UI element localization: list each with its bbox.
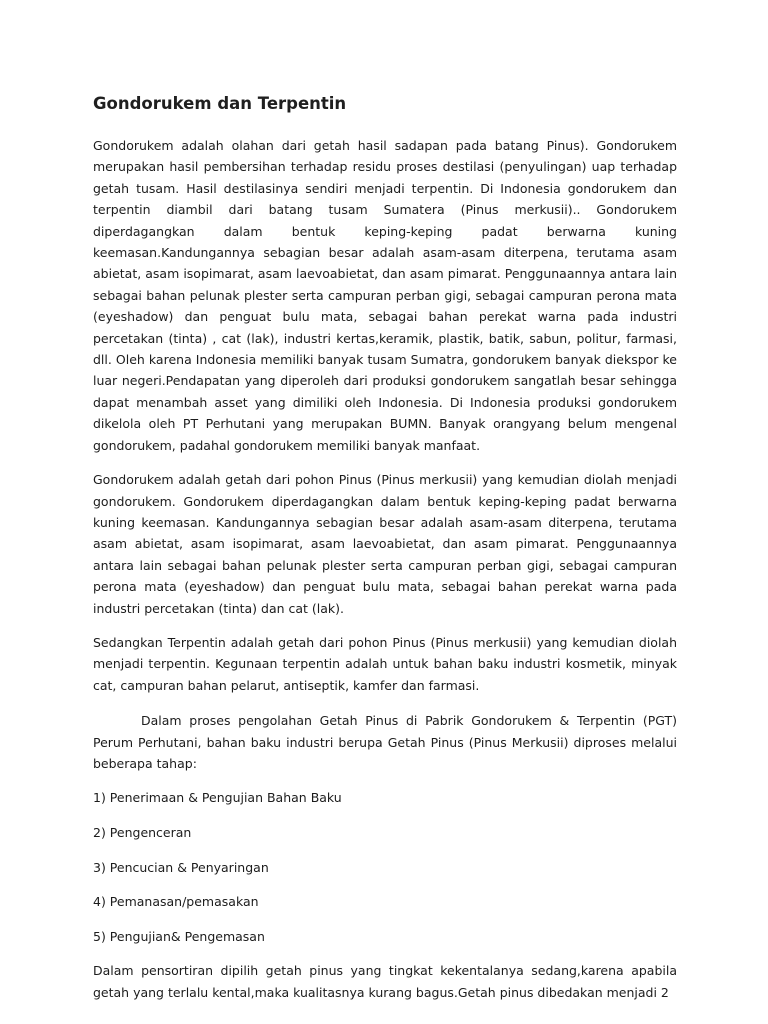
document-title: Gondorukem dan Terpentin [93,94,347,113]
process-step: 5) Pengujian& Pengemasan [93,928,265,944]
paragraph-sorting: Dalam pensortiran dipilih getah pinus yang tingkat kekentalanya sedang,karena apabila getah yang terlalu kental,maka kualitasnya kurang bagus.Getah pinus dibedakan menjadi 2 [93,963,677,1000]
paragraph-process-intro: Dalam proses pengolahan Getah Pinus di Pabrik Gondorukem & Terpentin (PGT) Perum Perhutani, bahan baku industri berupa Getah Pinus (Pinus Merkusii) diproses melalui beberapa tahap: [93,713,677,771]
process-step: 2) Pengenceran [93,824,192,840]
paragraph-gondorukem-definition: Gondorukem adalah getah dari pohon Pinus (Pinus merkusii) yang kemudian diolah menjadi gondorukem. Gondorukem diperdagangkan dalam bentuk keping-keping padat berwarna kuning keemasan. Kandungannya sebagian besar adalah asam-asam diterpena, terutama asam abietat, asam isopimarat, asam laevoabietat, dan asam pimarat. Penggunaannya antara lain sebagai bahan pelunak plester serta campuran perban gigi, sebagai campuran perona mata (eyeshadow) dan penguat bulu mata, sebagai bahan perekat warna pada industri percetakan (tinta) dan cat (lak). [93,472,677,616]
process-steps-list [93,787,677,947]
process-step: 1) Penerimaan & Pengujian Bahan Baku [93,790,342,806]
process-step: 4) Pemanasan/pemasakan [93,894,259,910]
paragraph-gondorukem-intro: Gondorukem adalah olahan dari getah hasil sadapan pada batang Pinus). Gondorukem merupakan hasil pembersihan terhadap residu proses destilasi (penyulingan) uap terhadap getah tusam. Hasil destilasinya sendiri menjadi terpentin. Di Indonesia gondorukem dan terpentin diambil dari batang tusam Sumatera (Pinus merkusii).. Gondorukem diperdagangkan dalam bentuk keping-keping padat berwarna kuning keemasan.Kandungannya sebagian besar adalah asam-asam diterpena, terutama asam abietat, asam isopimarat, asam laevoabietat, dan asam pimarat. Penggunaannya antara lain sebagai bahan pelunak plester serta campuran perban gigi, sebagai campuran perona mata (eyeshadow) dan penguat bulu mata, sebagai bahan perekat warna pada industri percetakan (tinta) , cat (lak), industri kertas,keramik, plastik, batik, sabun, politur, farmasi, dll. Oleh karena Indonesia memiliki banyak tusam Sumatra, gondorukem banyak diekspor ke luar negeri.Pendapatan yang diperoleh dari produksi gondorukem sangatlah besar sehingga dapat menambah asset yang dimiliki oleh Indonesia. Di Indonesia produksi gondorukem dikelola oleh PT Perhutani yang merupakan BUMN. Banyak orangyang belum mengenal gondorukem, padahal gondorukem memiliki banyak manfaat. [93,138,677,453]
paragraph-terpentin-definition: Sedangkan Terpentin adalah getah dari pohon Pinus (Pinus merkusii) yang kemudian diolah menjadi terpentin. Kegunaan terpentin adalah untuk bahan baku industri kosmetik, minyak cat, campuran bahan pelarut, antiseptik, kamfer dan farmasi. [93,634,677,693]
document-page [93,94,677,1015]
process-step: 3) Pencucian & Penyaringan [93,859,269,875]
